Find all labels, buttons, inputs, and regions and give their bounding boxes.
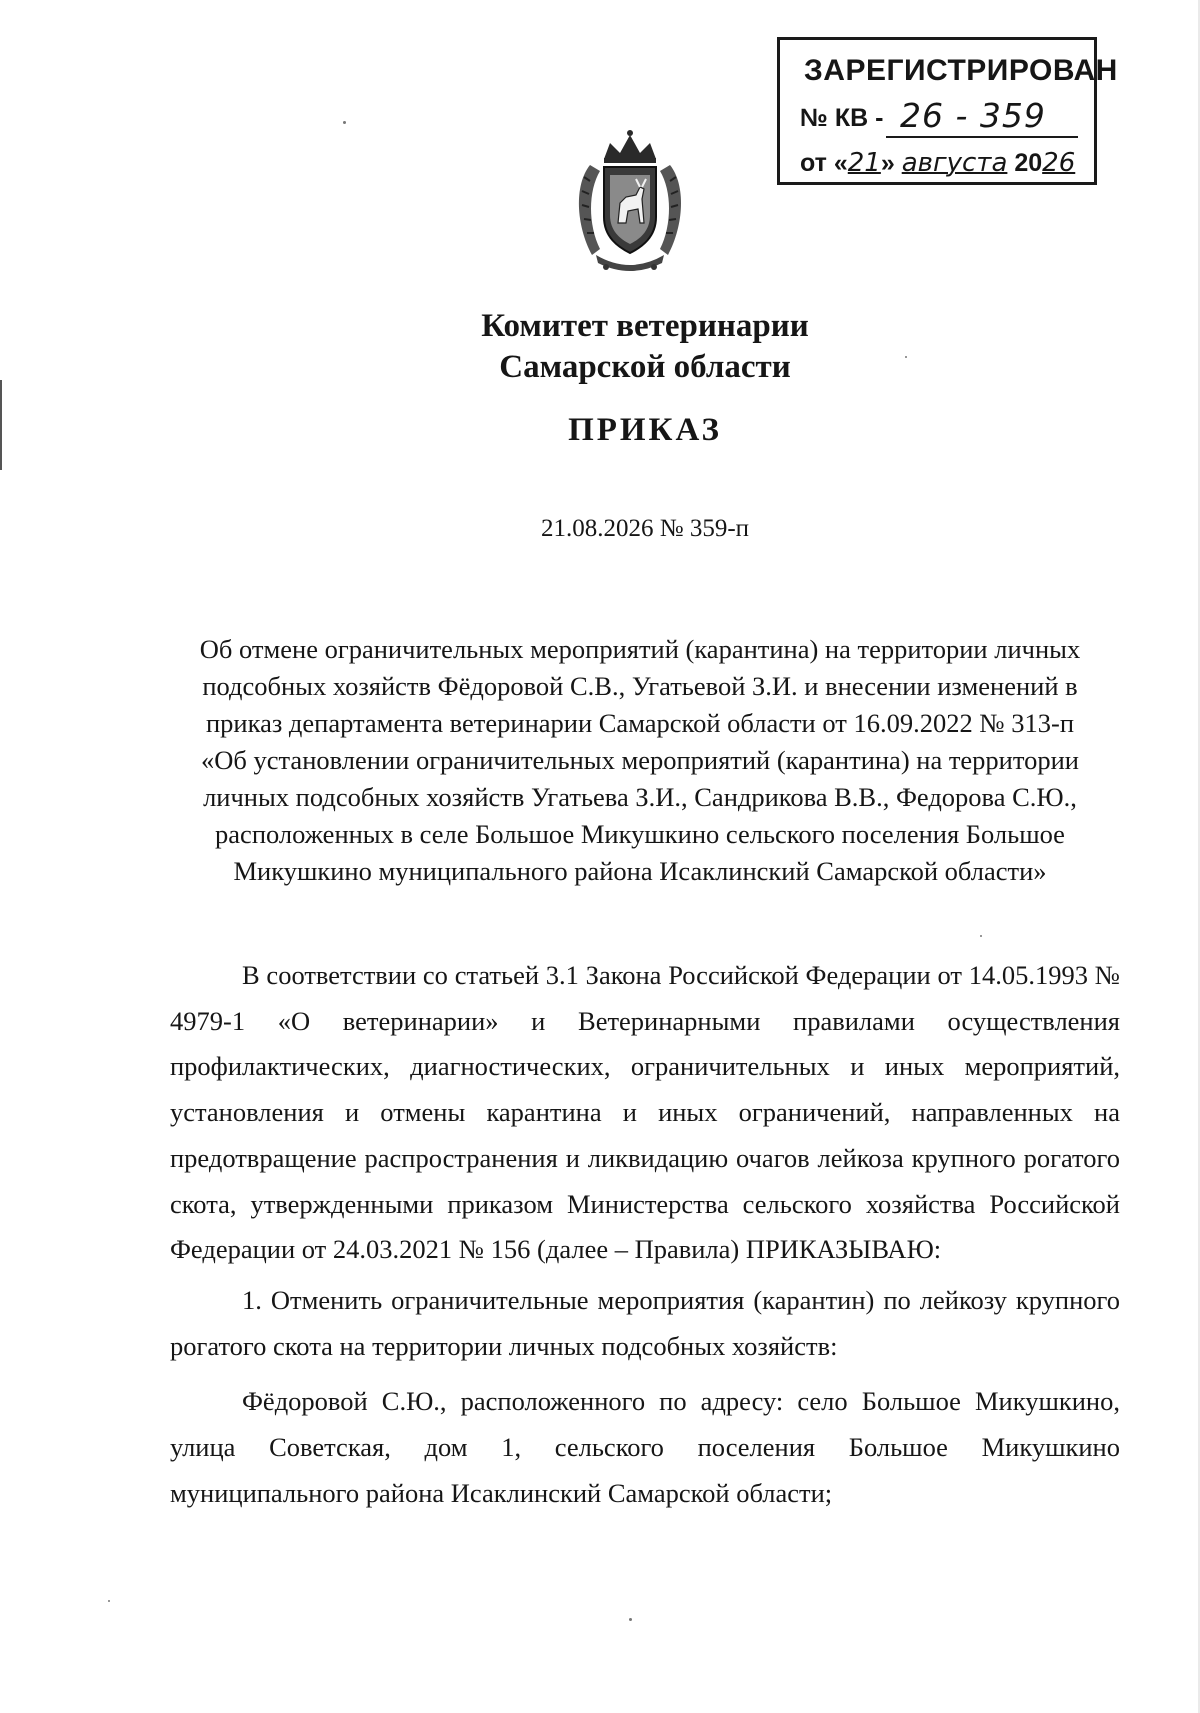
stamp-title: ЗАРЕГИСТРИРОВАН xyxy=(804,54,1118,87)
document-date-number: 21.08.2026 № 359-п xyxy=(540,515,750,542)
order-subject xyxy=(160,631,1120,890)
stamp-number-underline xyxy=(886,136,1078,138)
organization-name-line-1: Комитет ветеринарии xyxy=(481,308,809,344)
stamp-date-mid: » xyxy=(880,149,895,177)
subject-line: приказ департамента ветеринарии Самарской области от 16.09.2022 № 313-п xyxy=(205,708,1075,738)
subject-line: Об отмене ограничительных мероприятий (карантина) на территории личных xyxy=(199,634,1081,664)
subject-line: «Об установлении ограничительных мероприятий (карантина) на территории xyxy=(201,745,1079,775)
scan-speck xyxy=(980,935,982,937)
preamble-paragraph: В соответствии со статьей 3.1 Закона Российской Федерации от 14.05.1993 № 4979-1 «О ветеринарии» и Ветеринарными правилами осуществления профилактических, диагностических, ограничительных и иных мероприятий, установления и отмены карантина и иных ограничений, направленных на предотвращение распространения и ликвидацию очагов лейкоза крупного рогатого скота, утвержденными приказом Министерства сельского хозяйства Российской Федерации от 24.03.2021 № 156 (далее – Правила) ПРИКАЗЫВАЮ: xyxy=(170,960,1120,1265)
point-1-paragraph: 1. Отменить ограничительные мероприятия (карантин) по лейкозу крупного рогатого скота на территории личных подсобных хозяйств: xyxy=(170,1284,1120,1361)
subject-line: Микушкино муниципального района Исаклинский Самарской области» xyxy=(233,856,1047,886)
scan-speck xyxy=(905,356,907,358)
organization-name-line-2: Самарской области xyxy=(499,349,791,385)
stamp-number-handwritten: 26 - 359 xyxy=(900,96,1046,135)
stamp-number-label: № КВ - xyxy=(800,104,884,132)
stamp-date-year-prefix: 20 xyxy=(1014,149,1043,177)
stamp-date-year-suffix: 26 xyxy=(1042,148,1076,178)
stamp-date-month: августа xyxy=(901,148,1008,178)
stamp-date-prefix: от « xyxy=(800,149,848,177)
stamp-date xyxy=(800,148,1075,178)
order-body xyxy=(170,953,1120,1516)
samara-coat-of-arms-icon xyxy=(570,125,690,275)
stamp-date-day: 21 xyxy=(847,148,881,178)
organization-name xyxy=(0,306,1200,388)
scan-speck xyxy=(629,1618,632,1621)
scan-speck xyxy=(343,121,346,124)
registration-stamp xyxy=(777,37,1118,185)
subject-line: личных подсобных хозяйств Угатьева З.И., Сандрикова В.В., Федорова С.Ю., xyxy=(203,782,1077,812)
document-type: ПРИКАЗ xyxy=(568,412,722,448)
address-paragraph: Фёдоровой С.Ю., расположенного по адресу: село Большое Микушкино, улица Советская, дом 1, сельского поселения Большое Микушкино муниципального района Исаклинский Самарской области; xyxy=(170,1386,1120,1508)
scan-speck xyxy=(108,1600,110,1602)
subject-line: подсобных хозяйств Фёдоровой С.В., Угатьевой З.И. и внесении изменений в xyxy=(202,671,1078,701)
subject-line: расположенных в селе Большое Микушкино сельского поселения Большое xyxy=(215,819,1065,849)
